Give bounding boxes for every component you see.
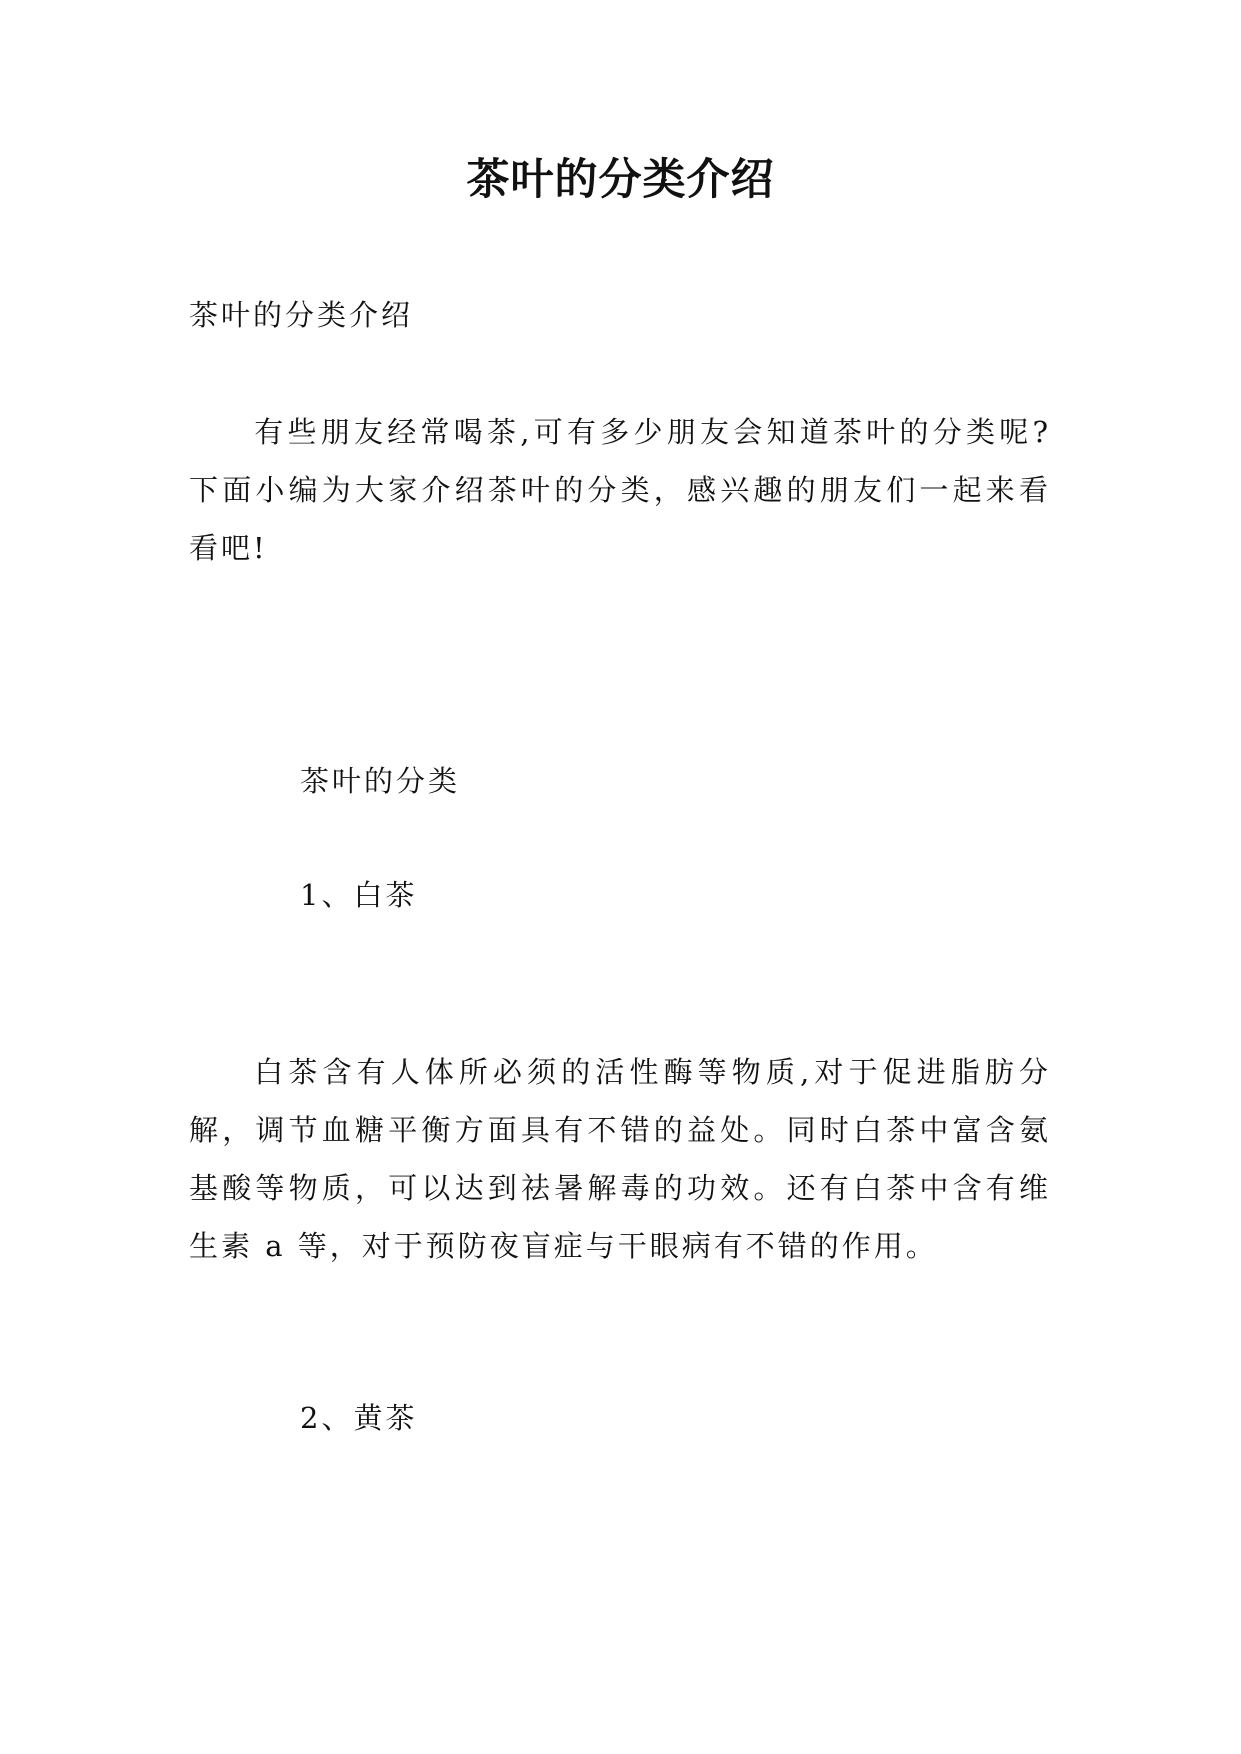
intro-paragraph: 有些朋友经常喝茶,可有多少朋友会知道茶叶的分类呢?下面小编为大家介绍茶叶的分类，感兴趣的朋友们一起来看看吧!	[189, 415, 1051, 565]
section-heading: 茶叶的分类	[300, 764, 461, 798]
item-heading-yellow-tea: 2、黄茶	[300, 1401, 418, 1435]
document-title: 茶叶的分类介绍	[466, 155, 775, 205]
document-subtitle: 茶叶的分类介绍	[189, 298, 414, 332]
white-tea-paragraph: 白茶含有人体所必须的活性酶等物质,对于促进脂肪分解，调节血糖平衡方面具有不错的益处。同时白茶中富含氨基酸等物质，可以达到祛暑解毒的功效。还有白茶中含有维生素 a 等，对于预防夜盲症与干眼病有不错的作用。	[189, 1055, 1051, 1263]
item-heading-white-tea: 1、白茶	[300, 878, 418, 912]
